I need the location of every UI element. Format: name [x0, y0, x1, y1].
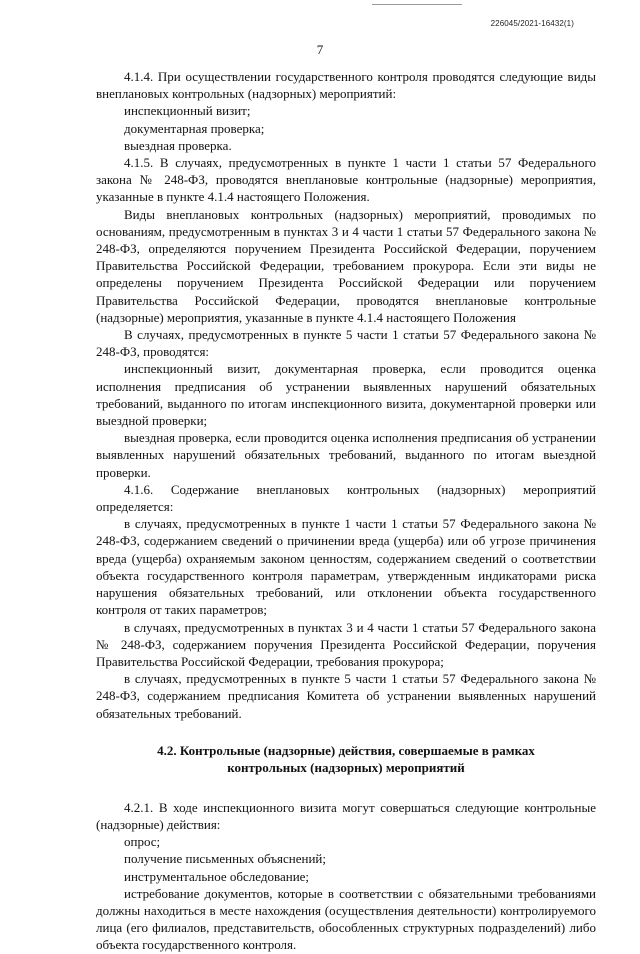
- paragraph: истребование документов, которые в соответствии с обязательными требованиями должны находиться в месте нахождения (осуществления деятельности) контролируемого лица (его филиалов, представительств, обособленных структурных подразделений) либо объекта государственного контроля.: [96, 885, 596, 953]
- paragraph-4-1-6: 4.1.6. Содержание внеплановых контрольных (надзорных) мероприятий определяется:: [96, 481, 596, 515]
- document-body: [96, 68, 596, 954]
- section-heading-line: 4.2. Контрольные (надзорные) действия, совершаемые в рамках: [157, 742, 535, 758]
- list-item: выездная проверка.: [124, 137, 232, 153]
- paragraph: в случаях, предусмотренных в пункте 5 части 1 статьи 57 Федерального закона № 248-ФЗ, содержанием предписания Комитета об устранении выявленных нарушений обязательных требований.: [96, 671, 596, 721]
- page-number: 7: [316, 42, 324, 57]
- paragraph: инспекционный визит, документарная проверка, если проводится оценка исполнения предписания об устранении выявленных нарушений обязательных требований, выданного по итогам инспекционного визита, документарной проверки или выездной проверки;: [96, 361, 596, 429]
- list-item: опрос;: [124, 834, 161, 850]
- paragraph-4-1-4: 4.1.4. При осуществлении государственного контроля проводятся следующие виды внеплановых контрольных (надзорных) мероприятий:: [96, 69, 596, 102]
- list-item: документарная проверка;: [124, 120, 265, 136]
- section-heading-line: контрольных (надзорных) мероприятий: [227, 760, 465, 776]
- section-heading-4-2: [96, 742, 596, 777]
- list-item: получение письменных объяснений;: [124, 851, 326, 867]
- list-item: инструментальное обследование;: [124, 868, 310, 884]
- paragraph-4-2-1: 4.2.1. В ходе инспекционного визита могут совершаться следующие контрольные (надзорные) действия:: [96, 799, 596, 832]
- paragraph: В случаях, предусмотренных в пункте 5 части 1 статьи 57 Федерального закона № 248-ФЗ, проводятся:: [96, 327, 596, 360]
- scan-artifact-line: [372, 4, 462, 5]
- list-item: инспекционный визит;: [124, 103, 251, 119]
- paragraph: в случаях, предусмотренных в пунктах 3 и 4 части 1 статьи 57 Федерального закона № 248-ФЗ, содержанием поручения Президента Российской Федерации, поручения Правительства Российской Федерации, требования прокурора;: [96, 619, 596, 669]
- paragraph: выездная проверка, если проводится оценка исполнения предписания об устранении выявленных нарушений обязательных требований, выданного по итогам выездной проверки.: [96, 430, 596, 480]
- paragraph: в случаях, предусмотренных в пункте 1 части 1 статьи 57 Федерального закона № 248-ФЗ, содержанием сведений о причинении вреда (ущерба) или об угрозе причинения вреда (ущерба) охраняемым законом ценностям, содержанием сведений о соответствии объекта государственного контроля параметрам, утвержденным индикаторами риска нарушения обязательных требований, или отклонении объекта государственного контроля от таких параметров;: [96, 516, 596, 618]
- paragraph-4-1-5: 4.1.5. В случаях, предусмотренных в пункте 1 части 1 статьи 57 Федерального закона № 248-ФЗ, проводятся внеплановые контрольные (надзорные) мероприятия, указанные в пункте 4.1.4 настоящего Положения.: [96, 155, 596, 205]
- registration-number: 226045/2021-16432(1): [490, 19, 574, 28]
- paragraph: Виды внеплановых контрольных (надзорных) мероприятий, проводимых по основаниям, предусмотренным в пунктах 3 и 4 части 1 статьи 57 Федерального закона № 248-ФЗ, определяются поручением Президента Российской Федерации, поручением Правительства Российской Федерации, требованием прокурора. Если эти виды не определены поручением Президента Российской Федерации или поручением Правительства Российской Федерации, проводятся внеплановые контрольные (надзорные) мероприятия, указанные в пункте 4.1.4 настоящего Положения: [96, 206, 596, 325]
